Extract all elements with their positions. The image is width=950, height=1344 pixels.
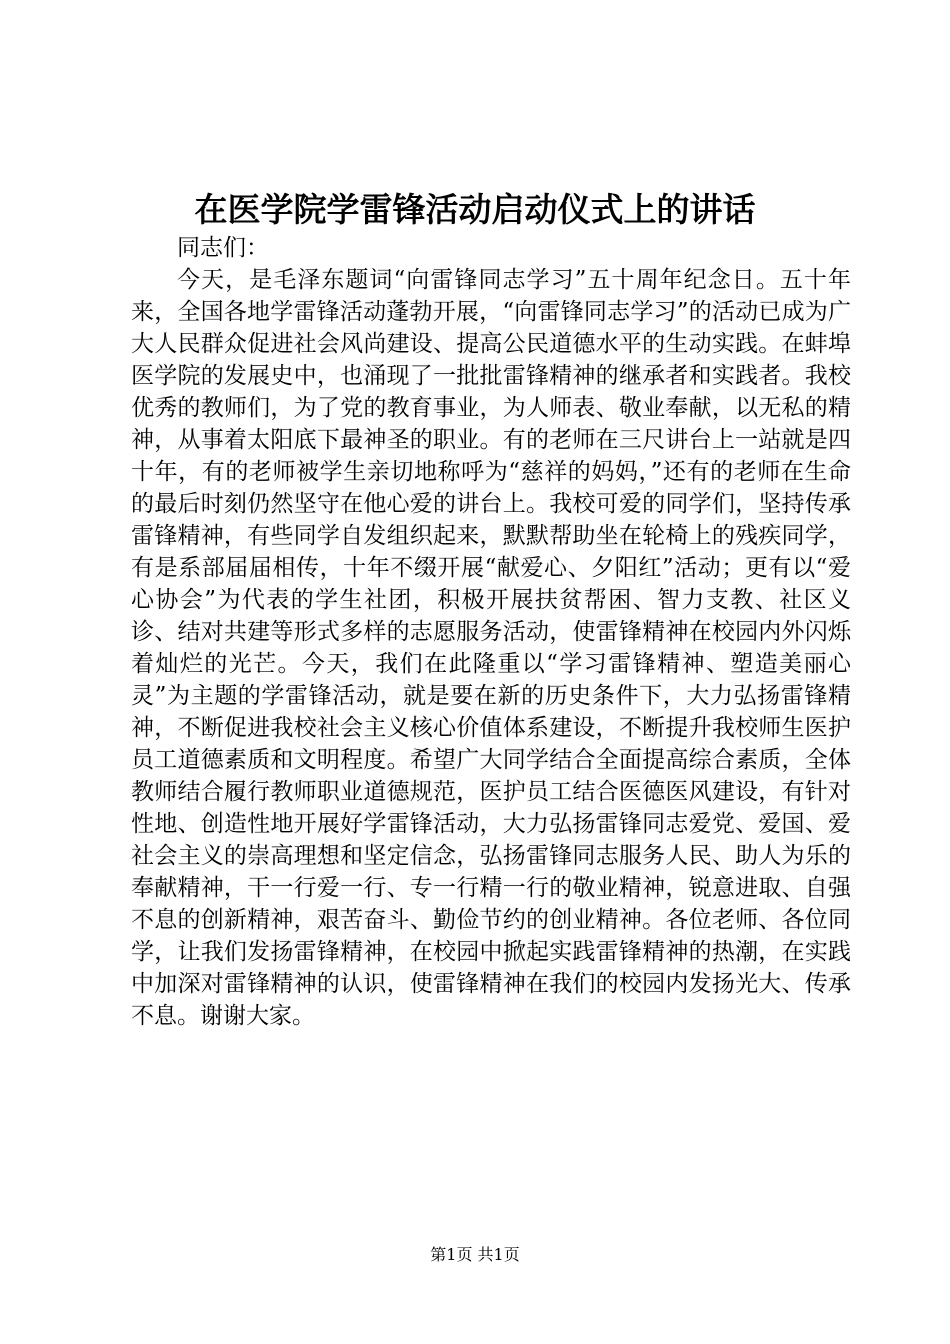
page-footer: 第1页 共1页 xyxy=(430,1245,520,1264)
body-paragraph: 今天，是毛泽东题词“向雷锋同志学习”五十周年纪念日。五十年来，全国各地学雷锋活动蓬勃开展，“向雷锋同志学习”的活动已成为广大人民群众促进社会风尚建设、提高公民道德水平的生动实践。在蚌埠医学院的发展史中，也涌现了一批批雷锋精神的继承者和实践者。我校优秀的教师们，为了党的教育事业，为人师表、敬业奉献，以无私的精神，从事着太阳底下最神圣的职业。有的老师在三尺讲台上一站就是四十年，有的老师被学生亲切地称呼为“慈祥的妈妈，”还有的老师在生命的最后时刻仍然坚守在他心爱的讲台上。我校可爱的同学们，坚持传承雷锋精神，有些同学自发组织起来，默默帮助坐在轮椅上的残疾同学，有是系部届届相传，十年不缀开展“献爱心、夕阳红”活动；更有以“爱心协会”为代表的学生社团，积极开展扶贫帮困、智力支教、社区义诊、结对共建等形式多样的志愿服务活动，使雷锋精神在校园内外闪烁着灿烂的光芒。今天，我们在此隆重以“学习雷锋精神、塑造美丽心灵”为主题的学雷锋活动，就是要在新的历史条件下，大力弘扬雷锋精神，不断促进我校社会主义核心价值体系建设，不断提升我校师生医护员工道德素质和文明程度。希望广大同学结合全面提高综合素质，全体教师结合履行教师职业道德规范，医护员工结合医德医风建设，有针对性地、创造性地开展好学雷锋活动，大力弘扬雷锋同志爱党、爱国、爱社会主义的崇高理想和坚定信念，弘扬雷锋同志服务人民、助人为乐的奉献精神，干一行爱一行、专一行精一行的敬业精神，锐意进取、自强不息的创新精神，艰苦奋斗、勤俭节约的创业精神。各位老师、各位同学，让我们发扬雷锋精神，在校园中掀起实践雷锋精神的热潮，在实践中加深对雷锋精神的认识，使雷锋精神在我们的校园内发扬光大、传承不息。谢谢大家。 xyxy=(131,267,851,1029)
document-body xyxy=(131,232,851,1032)
document-title: 在医学院学雷锋活动启动仪式上的讲话 xyxy=(194,190,756,229)
salutation: 同志们： xyxy=(177,235,269,261)
